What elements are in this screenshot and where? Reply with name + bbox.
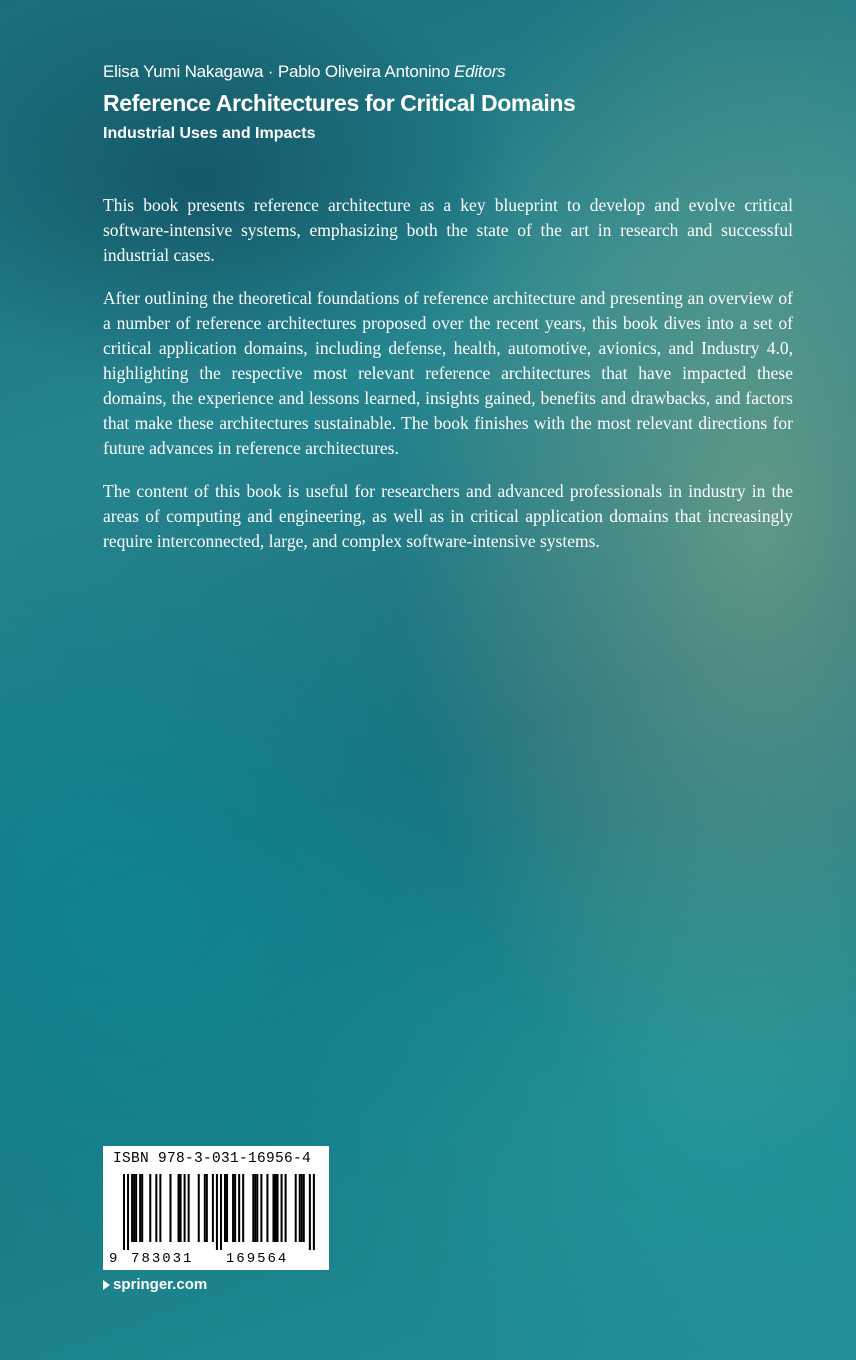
barcode-bar	[295, 1174, 297, 1242]
barcode-bar	[149, 1174, 151, 1242]
barcode-graphic	[103, 1172, 329, 1270]
barcode-bar	[169, 1174, 171, 1242]
barcode-bar	[206, 1174, 208, 1242]
editors-role: Editors	[453, 62, 506, 81]
barcode-bar	[224, 1174, 226, 1242]
publisher-link[interactable]	[103, 1276, 207, 1293]
barcode-bar	[178, 1174, 180, 1242]
barcode-bar	[216, 1174, 218, 1250]
arrow-right-icon	[103, 1280, 110, 1290]
barcode-bar	[275, 1174, 277, 1242]
isbn-text: ISBN 978-3-031-16956-4	[113, 1151, 312, 1167]
barcode-bar	[313, 1174, 315, 1250]
barcode-bar	[159, 1174, 161, 1242]
description-paragraph-1: This book presents reference architecture as a key blueprint to develop and evolve critical software-intensive systems, emphasizing both the state of the art in research and successful industrial cases.	[103, 195, 793, 265]
description-paragraph-2: After outlining the theoretical foundations of reference architecture and presenting an overview of a number of reference architectures proposed over the recent years, this book dives into a set of critical application domains, including defense, health, automotive, avionics, and Industry 4.0, highlighting the respective most relevant reference architectures that have impacted these domains, the experience and lessons learned, insights gained, benefits and drawbacks, and factors that make these architectures sustainable. The book finishes with the most relevant directions for future advances in reference architectures.	[103, 288, 793, 458]
barcode-bar	[131, 1174, 133, 1242]
barcode-bar	[220, 1174, 222, 1250]
barcode-bar	[180, 1174, 182, 1242]
book-title: Reference Architectures for Critical Domains	[103, 90, 576, 116]
description-paragraph-3: The content of this book is useful for researchers and advanced professionals in industry in the areas of computing and engineering, as well as in critical application domains that increasingly require interconnected, large, and complex software-intensive systems.	[103, 481, 793, 551]
barcode-bar	[309, 1174, 311, 1250]
barcode-bar	[226, 1174, 228, 1242]
barcode-bar	[135, 1174, 137, 1242]
barcode-bar	[277, 1174, 279, 1242]
barcode-left-digits: 783031	[131, 1251, 194, 1267]
barcode-bar	[155, 1174, 157, 1242]
barcode-bar	[299, 1174, 301, 1242]
barcode-first-digit: 9	[109, 1251, 120, 1267]
barcode-bar	[133, 1174, 135, 1242]
barcode-bar	[266, 1174, 268, 1242]
barcode-bar	[303, 1174, 305, 1242]
barcode-bar	[272, 1174, 274, 1242]
barcode-bar	[281, 1174, 283, 1242]
barcode-bar	[256, 1174, 258, 1242]
barcode-bar	[188, 1174, 190, 1242]
barcode-bar	[242, 1174, 244, 1242]
barcode-bar	[260, 1174, 262, 1242]
barcode-bar	[184, 1174, 186, 1242]
barcode-bar	[204, 1174, 206, 1242]
barcode-bar	[123, 1174, 125, 1250]
editors-line	[103, 62, 505, 82]
barcode-bar	[212, 1174, 214, 1242]
barcode-bar	[139, 1174, 141, 1242]
book-description	[103, 193, 793, 572]
book-subtitle: Industrial Uses and Impacts	[103, 125, 316, 142]
editors-names: Elisa Yumi Nakagawa · Pablo Oliveira Antonino	[103, 62, 450, 81]
isbn-barcode-box	[103, 1146, 329, 1270]
barcode-bar	[238, 1174, 240, 1242]
publisher-site: springer.com	[113, 1276, 208, 1293]
barcode-bar	[232, 1174, 234, 1242]
barcode-right-digits: 169564	[225, 1251, 289, 1267]
barcode-bar	[141, 1174, 143, 1242]
barcode-bar	[234, 1174, 236, 1242]
barcode-bar	[254, 1174, 256, 1242]
barcode-bar	[127, 1174, 129, 1250]
barcode-bar	[198, 1174, 200, 1242]
barcode-bar	[252, 1174, 254, 1242]
barcode-bar	[285, 1174, 287, 1242]
barcode-bar	[301, 1174, 303, 1242]
